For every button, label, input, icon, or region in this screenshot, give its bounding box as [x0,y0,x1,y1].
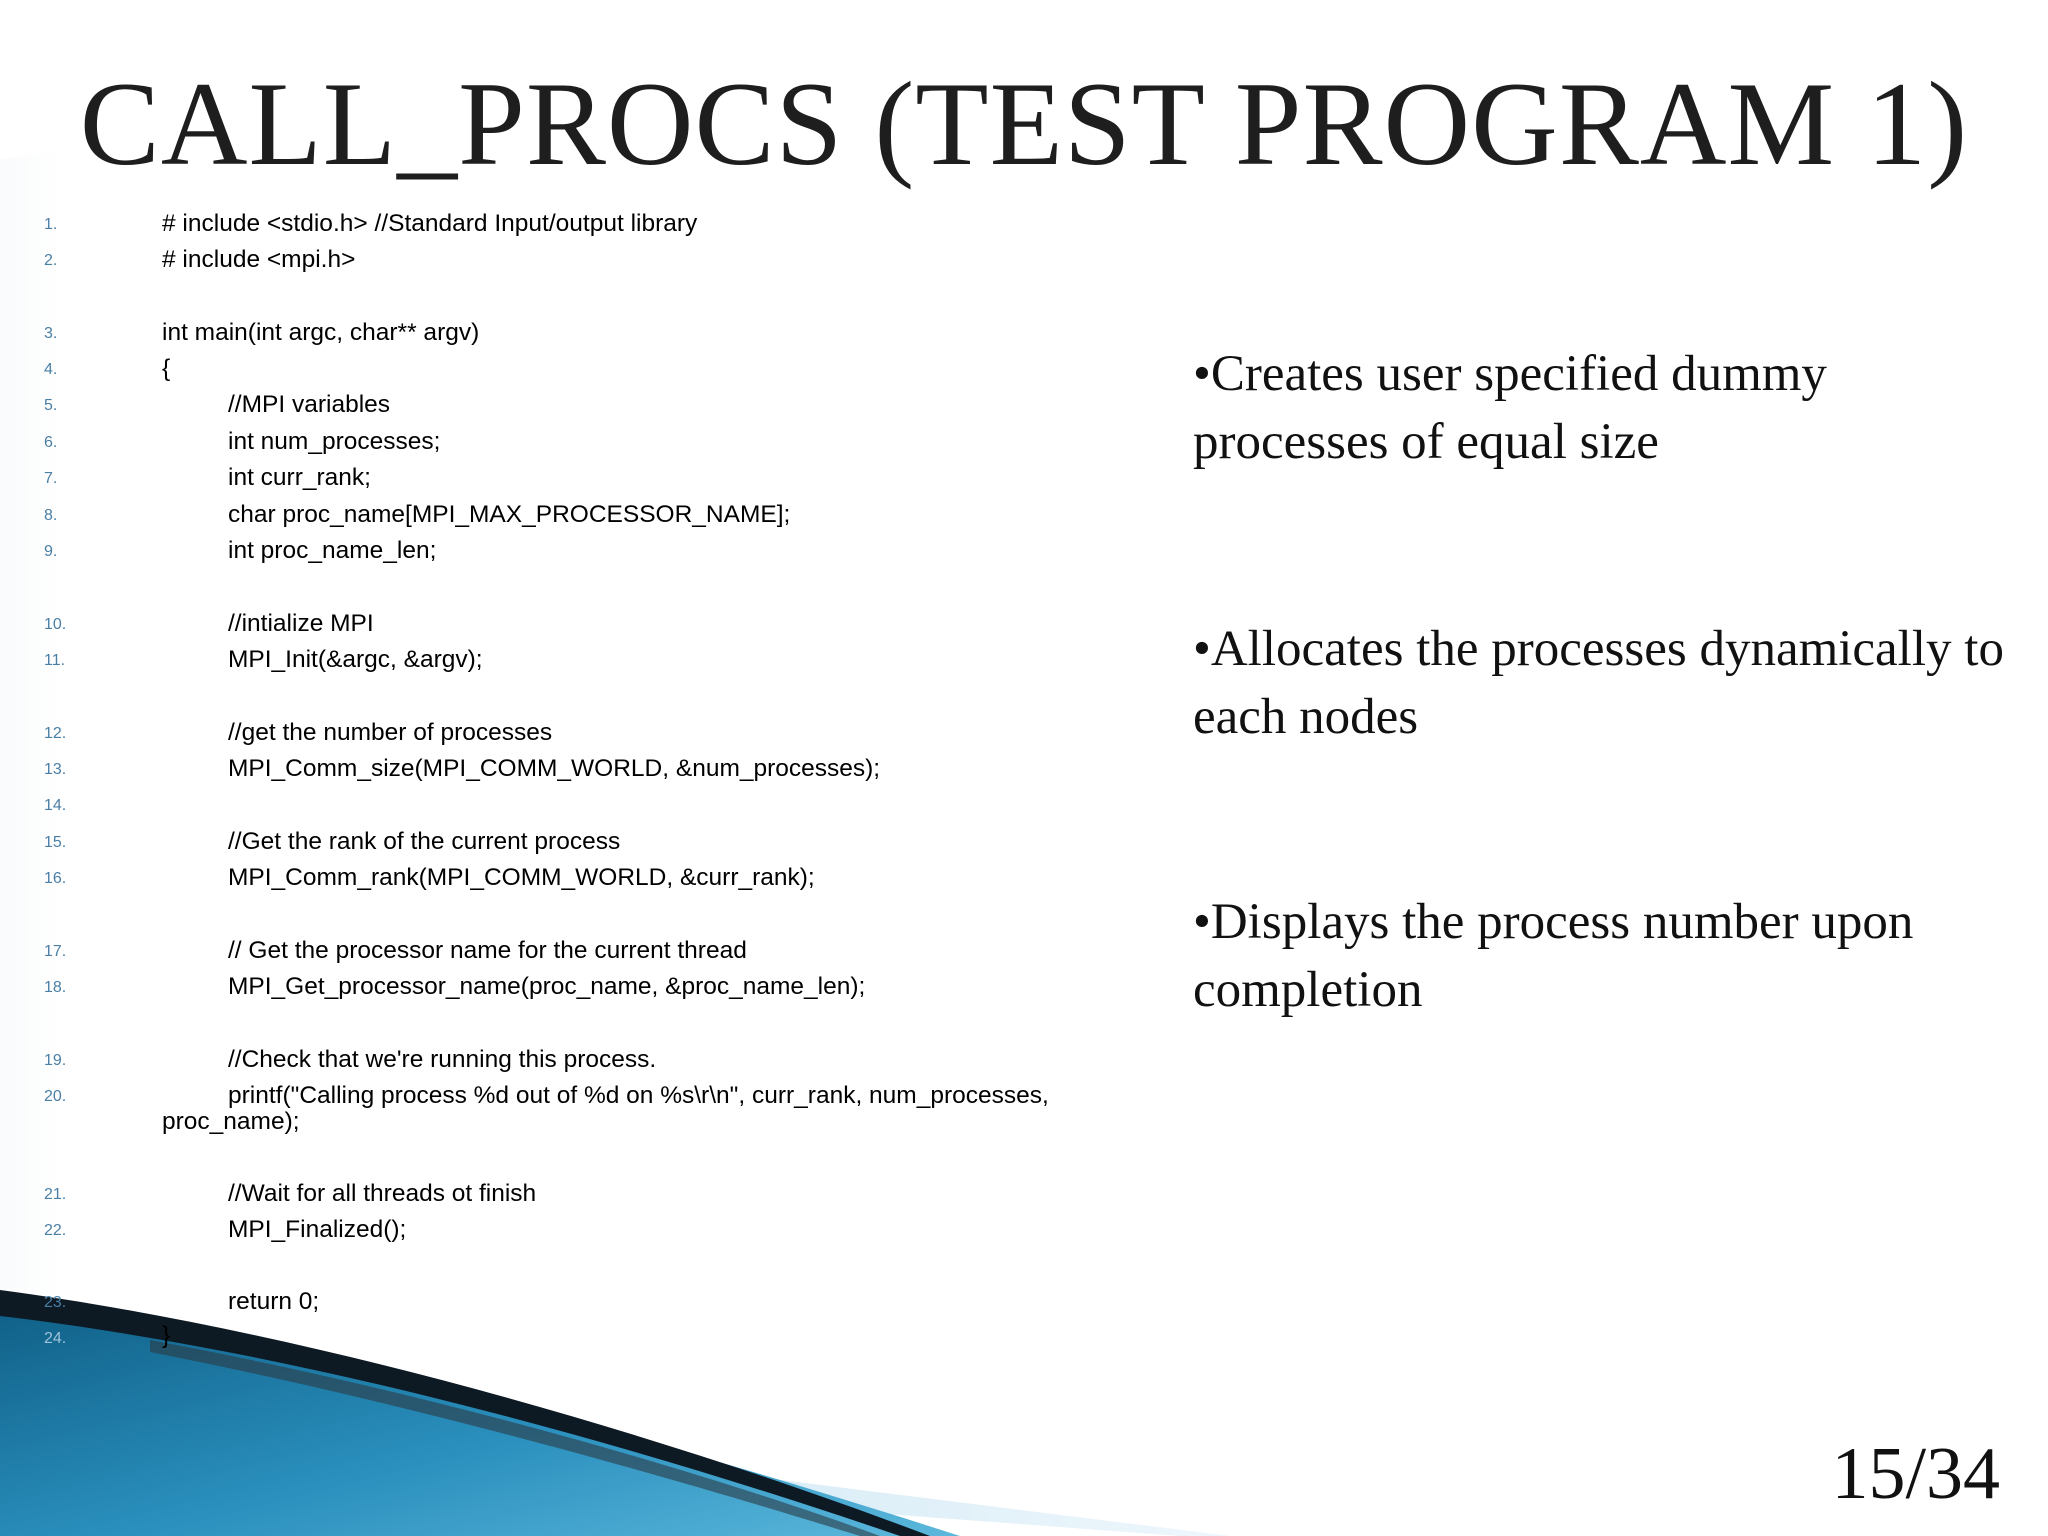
line-number: 1. [44,216,58,233]
line-number: 8. [44,507,58,524]
line-number: 2. [44,252,58,269]
line-number: 22. [44,1222,67,1239]
code-line: MPI_Get_processor_name(proc_name, &proc_name_len); [228,973,866,1000]
bullet-item: •Creates user specified dummy processes of equal size [1193,346,1827,470]
code-line: } [162,1322,171,1349]
line-number: 20. [44,1088,67,1105]
line-number: 18. [44,979,67,996]
line-number: 5. [44,397,58,414]
code-line: { [162,355,171,382]
line-number: 4. [44,361,58,378]
code-line: # include <mpi.h> [162,246,356,273]
code-line: MPI_Finalized(); [228,1216,407,1243]
code-line: char proc_name[MPI_MAX_PROCESSOR_NAME]; [228,501,791,528]
code-line: MPI_Comm_rank(MPI_COMM_WORLD, &curr_rank); [228,864,815,891]
code-line: int num_processes; [228,428,441,455]
code-line-continuation: proc_name); [162,1108,300,1135]
line-number: 17. [44,943,67,960]
line-number: 23. [44,1294,67,1311]
line-number: 15. [44,834,67,851]
code-line: // Get the processor name for the current thread [228,937,747,964]
line-number: 10. [44,616,67,633]
line-number: 7. [44,470,58,487]
code-line: //Wait for all threads ot finish [228,1180,537,1207]
line-number: 12. [44,725,67,742]
bullet-item: •Displays the process number upon completion [1193,894,1914,1018]
line-number: 14. [44,797,67,814]
slide-page-number: 15/34 [1831,1433,2000,1515]
code-line: //Check that we're running this process. [228,1046,657,1073]
code-line: //intialize MPI [228,610,374,637]
line-number: 6. [44,434,58,451]
bullet-item: •Allocates the processes dynamically to each nodes [1193,621,2004,745]
code-line: MPI_Comm_size(MPI_COMM_WORLD, &num_processes); [228,755,881,782]
line-number: 3. [44,325,58,342]
line-number: 13. [44,761,67,778]
line-number: 21. [44,1186,67,1203]
line-number: 24. [44,1330,67,1347]
code-line: //get the number of processes [228,719,553,746]
line-number: 11. [44,652,66,669]
code-line: printf("Calling process %d out of %d on %s\r\n", curr_rank, num_processes, [228,1082,1049,1109]
code-line: MPI_Init(&argc, &argv); [228,646,483,673]
code-line: //Get the rank of the current process [228,828,621,855]
code-line: //MPI variables [228,391,391,418]
line-number: 19. [44,1052,67,1069]
code-line: int main(int argc, char** argv) [162,319,480,346]
line-number: 9. [44,543,58,560]
code-line: int proc_name_len; [228,537,437,564]
line-number: 16. [44,870,67,887]
code-line: # include <stdio.h> //Standard Input/output library [162,210,698,237]
slide-title: CALL_PROCS (TEST PROGRAM 1) [79,57,1969,190]
code-line: return 0; [228,1288,320,1315]
code-line: int curr_rank; [228,464,371,491]
